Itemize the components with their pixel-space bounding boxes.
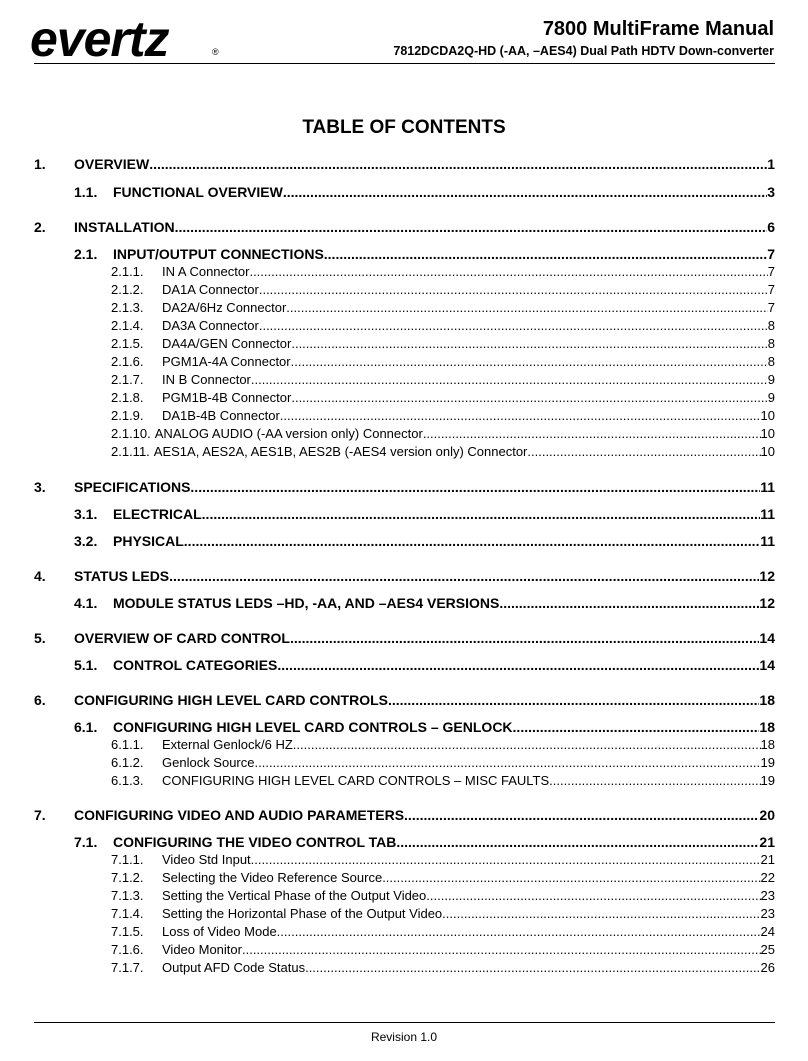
toc-entry-number: 6. bbox=[34, 692, 46, 708]
toc-entry-page: 3 bbox=[767, 184, 775, 200]
toc-entry-page: 14 bbox=[759, 630, 775, 646]
toc-entry[interactable] bbox=[111, 755, 775, 771]
toc-entry-page: 1 bbox=[767, 156, 775, 172]
toc-entry-page: 6 bbox=[767, 219, 775, 235]
dot-leader bbox=[388, 692, 759, 708]
toc-entry-title: ANALOG AUDIO (-AA version only) Connector bbox=[154, 426, 423, 441]
toc-entry[interactable] bbox=[34, 630, 775, 648]
toc-entry-title: DA4A/GEN Connector bbox=[162, 336, 292, 351]
toc-entry-page: 23 bbox=[760, 906, 775, 921]
toc-entry[interactable] bbox=[111, 924, 775, 940]
toc-entry[interactable] bbox=[74, 657, 775, 675]
toc-entry-page: 14 bbox=[759, 657, 775, 673]
toc-entry[interactable] bbox=[111, 336, 775, 352]
toc-entry-title: Loss of Video Mode bbox=[162, 924, 277, 939]
toc-entry-page: 10 bbox=[760, 426, 775, 441]
dot-leader bbox=[184, 533, 760, 549]
toc-entry-title: IN B Connector bbox=[162, 372, 251, 387]
toc-entry-number: 1. bbox=[34, 156, 46, 172]
toc-entry-title: CONTROL CATEGORIES bbox=[113, 657, 278, 673]
toc-entry-page: 7 bbox=[767, 282, 775, 297]
toc-entry-number: 7.1.4. bbox=[111, 906, 144, 921]
toc-entry[interactable] bbox=[74, 719, 775, 737]
toc-entry[interactable] bbox=[111, 773, 775, 789]
toc-entry[interactable] bbox=[111, 282, 775, 298]
dot-leader bbox=[290, 630, 759, 646]
toc-entry-number: 2.1.9. bbox=[111, 408, 144, 423]
toc-entry[interactable] bbox=[74, 533, 775, 551]
evertz-logo: evertz bbox=[30, 11, 169, 67]
dot-leader bbox=[382, 870, 760, 885]
toc-entry-page: 11 bbox=[760, 506, 775, 522]
toc-entry-number: 3.2. bbox=[74, 533, 98, 549]
toc-entry-title: Setting the Horizontal Phase of the Output Video bbox=[162, 906, 443, 921]
dot-leader bbox=[202, 506, 761, 522]
toc-entry-number: 2.1.4. bbox=[111, 318, 144, 333]
toc-entry-number: 7.1.1. bbox=[111, 852, 144, 867]
dot-leader bbox=[249, 264, 767, 279]
dot-leader bbox=[149, 156, 767, 172]
toc-entry[interactable] bbox=[111, 390, 775, 406]
toc-entry-number: 1.1. bbox=[74, 184, 98, 200]
toc-entry-title: OVERVIEW OF CARD CONTROL bbox=[74, 630, 290, 646]
toc-entry-page: 26 bbox=[760, 960, 775, 975]
footer-revision: Revision 1.0 bbox=[370, 1030, 438, 1044]
toc-entry-number: 6.1. bbox=[74, 719, 98, 735]
toc-entry-page: 25 bbox=[760, 942, 775, 957]
toc-entry-title: SPECIFICATIONS bbox=[74, 479, 191, 495]
manual-subtitle: 7812DCDA2Q-HD (-AA, –AES4) Dual Path HDTV Down-converter bbox=[393, 44, 774, 58]
toc-title: TABLE OF CONTENTS bbox=[302, 117, 506, 138]
manual-title: 7800 MultiFrame Manual bbox=[542, 18, 774, 40]
dot-leader bbox=[277, 657, 759, 673]
toc-entry-number: 6.1.3. bbox=[111, 773, 144, 788]
toc-entry-page: 18 bbox=[760, 737, 775, 752]
toc-entry-title: ELECTRICAL bbox=[113, 506, 202, 522]
toc-entry-page: 12 bbox=[759, 568, 775, 584]
toc-entry-page: 9 bbox=[767, 372, 775, 387]
toc-entry-title: DA1A Connector bbox=[162, 282, 259, 297]
dot-leader bbox=[291, 336, 767, 351]
toc-entry-page: 10 bbox=[760, 408, 775, 423]
toc-entry-number: 2.1. bbox=[74, 246, 98, 262]
dot-leader bbox=[442, 906, 760, 921]
toc-entry-title: OVERVIEW bbox=[74, 156, 150, 172]
registered-mark: ® bbox=[212, 47, 219, 57]
toc-entry-title: FUNCTIONAL OVERVIEW bbox=[113, 184, 283, 200]
toc-entry-title: DA1B-4B Connector bbox=[162, 408, 280, 423]
toc-entry[interactable] bbox=[34, 807, 775, 825]
toc-entry-title: IN A Connector bbox=[162, 264, 250, 279]
toc-entry-page: 9 bbox=[767, 390, 775, 405]
toc-entry[interactable] bbox=[111, 264, 775, 280]
toc-entry-number: 2.1.1. bbox=[111, 264, 144, 279]
toc-entry-page: 19 bbox=[760, 773, 775, 788]
toc-entry-page: 21 bbox=[760, 852, 775, 867]
toc-entry-page: 12 bbox=[759, 595, 775, 611]
dot-leader bbox=[291, 390, 767, 405]
toc-entry-number: 2.1.2. bbox=[111, 282, 144, 297]
dot-leader bbox=[404, 807, 759, 823]
toc-entry[interactable] bbox=[111, 906, 775, 922]
toc-entry-number: 7.1.3. bbox=[111, 888, 144, 903]
toc-entry[interactable] bbox=[111, 960, 775, 976]
toc-entry[interactable] bbox=[111, 852, 775, 868]
toc-entry-number: 2.1.3. bbox=[111, 300, 144, 315]
toc-entry[interactable] bbox=[111, 888, 775, 904]
toc-entry-number: 2.1.11. bbox=[111, 444, 150, 459]
toc-entry[interactable] bbox=[111, 942, 775, 958]
dot-leader bbox=[396, 834, 759, 850]
toc-entry-title: PHYSICAL bbox=[113, 533, 184, 549]
toc-entry[interactable] bbox=[111, 300, 775, 316]
dot-leader bbox=[305, 960, 760, 975]
dot-leader bbox=[527, 444, 760, 459]
toc-entry-number: 4.1. bbox=[74, 595, 98, 611]
dot-leader bbox=[291, 354, 768, 369]
toc-entry-number: 7.1.6. bbox=[111, 942, 144, 957]
toc-entry-page: 8 bbox=[767, 336, 775, 351]
dot-leader bbox=[499, 595, 759, 611]
toc-entry-page: 7 bbox=[767, 264, 775, 279]
dot-leader bbox=[426, 888, 760, 903]
toc-entry-title: CONFIGURING THE VIDEO CONTROL TAB bbox=[113, 834, 397, 850]
toc-entry[interactable] bbox=[74, 246, 775, 264]
dot-leader bbox=[251, 852, 761, 867]
dot-leader bbox=[259, 282, 768, 297]
toc-entry-title: MODULE STATUS LEDS –HD, -AA, AND –AES4 VERSIONS bbox=[113, 595, 500, 611]
toc-entry-page: 21 bbox=[759, 834, 775, 850]
toc-entry-title: INPUT/OUTPUT CONNECTIONS bbox=[113, 246, 324, 262]
dot-leader bbox=[513, 719, 760, 735]
toc-entry[interactable] bbox=[74, 595, 775, 613]
toc-entry[interactable] bbox=[111, 408, 775, 424]
toc-entry-title: STATUS LEDS bbox=[74, 568, 170, 584]
dot-leader bbox=[283, 184, 767, 200]
toc-entry-title: DA3A Connector bbox=[162, 318, 259, 333]
toc-entry-title: Video Monitor bbox=[162, 942, 242, 957]
toc-entry-page: 20 bbox=[759, 807, 775, 823]
dot-leader bbox=[255, 755, 761, 770]
toc-entry-title: Output AFD Code Status bbox=[162, 960, 306, 975]
toc-entry[interactable] bbox=[34, 568, 775, 586]
toc-entry-page: 19 bbox=[760, 755, 775, 770]
toc-entry-number: 2.1.8. bbox=[111, 390, 144, 405]
toc-entry-number: 7.1.2. bbox=[111, 870, 144, 885]
toc-entry-page: 7 bbox=[767, 246, 775, 262]
toc-entry[interactable] bbox=[74, 834, 775, 852]
toc-entry-title: Selecting the Video Reference Source bbox=[162, 870, 383, 885]
toc-entry-title: PGM1B-4B Connector bbox=[162, 390, 292, 405]
toc-entry-number: 2.1.7. bbox=[111, 372, 144, 387]
toc-entry-page: 24 bbox=[760, 924, 775, 939]
toc-entry-number: 5.1. bbox=[74, 657, 98, 673]
toc-entry-number: 2.1.10. bbox=[111, 426, 151, 441]
toc-entry[interactable] bbox=[34, 692, 775, 710]
header-divider bbox=[34, 63, 775, 64]
toc-entry-number: 2.1.5. bbox=[111, 336, 144, 351]
footer-divider bbox=[34, 1022, 775, 1023]
toc-entry-page: 8 bbox=[767, 354, 775, 369]
toc-entry-page: 22 bbox=[760, 870, 775, 885]
toc-entry-page: 10 bbox=[760, 444, 775, 459]
dot-leader bbox=[169, 568, 759, 584]
toc-entry[interactable] bbox=[74, 184, 775, 202]
toc-entry-number: 7.1.7. bbox=[111, 960, 144, 975]
toc-entry[interactable] bbox=[34, 479, 775, 497]
dot-leader bbox=[286, 300, 767, 315]
toc-entry-title: External Genlock/6 HZ bbox=[162, 737, 293, 752]
dot-leader bbox=[293, 737, 761, 752]
toc-entry-title: Setting the Vertical Phase of the Output Video bbox=[162, 888, 427, 903]
toc-entry-page: 18 bbox=[759, 692, 775, 708]
toc-entry-page: 11 bbox=[760, 533, 775, 549]
toc-entry-page: 8 bbox=[767, 318, 775, 333]
toc-entry[interactable] bbox=[34, 219, 775, 237]
toc-entry-number: 6.1.1. bbox=[111, 737, 144, 752]
toc-entry-page: 7 bbox=[767, 300, 775, 315]
dot-leader bbox=[259, 318, 768, 333]
toc-entry[interactable] bbox=[111, 426, 775, 442]
page-header bbox=[0, 0, 808, 70]
toc-entry[interactable] bbox=[111, 318, 775, 334]
toc-entry-page: 11 bbox=[760, 479, 775, 495]
toc-entry-number: 7.1.5. bbox=[111, 924, 144, 939]
toc-entry-title: CONFIGURING HIGH LEVEL CARD CONTROLS – GENLOCK bbox=[113, 719, 513, 735]
dot-leader bbox=[190, 479, 760, 495]
toc-entry-number: 4. bbox=[34, 568, 46, 584]
toc-entry[interactable] bbox=[111, 737, 775, 753]
toc-entry-title: PGM1A-4A Connector bbox=[162, 354, 291, 369]
toc-entry-page: 23 bbox=[760, 888, 775, 903]
dot-leader bbox=[549, 773, 760, 788]
toc-entry-number: 2.1.6. bbox=[111, 354, 144, 369]
dot-leader bbox=[423, 426, 761, 441]
dot-leader bbox=[251, 372, 768, 387]
dot-leader bbox=[175, 219, 768, 235]
toc-entry-title: Video Std Input bbox=[162, 852, 251, 867]
toc-entry-number: 7.1. bbox=[74, 834, 98, 850]
toc-entry-number: 5. bbox=[34, 630, 46, 646]
toc-entry-title: DA2A/6Hz Connector bbox=[162, 300, 287, 315]
toc-entry[interactable] bbox=[111, 870, 775, 886]
toc-entry[interactable] bbox=[74, 506, 775, 524]
toc-entry-page: 18 bbox=[759, 719, 775, 735]
toc-entry-title: CONFIGURING HIGH LEVEL CARD CONTROLS bbox=[74, 692, 388, 708]
toc-entry-number: 3. bbox=[34, 479, 46, 495]
toc-entry-number: 6.1.2. bbox=[111, 755, 144, 770]
toc-entry-title: CONFIGURING VIDEO AND AUDIO PARAMETERS bbox=[74, 807, 405, 823]
toc-entry-number: 2. bbox=[34, 219, 46, 235]
toc-entry-title: Genlock Source bbox=[162, 755, 255, 770]
dot-leader bbox=[324, 246, 767, 262]
toc-entry-number: 7. bbox=[34, 807, 46, 823]
dot-leader bbox=[242, 942, 761, 957]
toc-entry-title: AES1A, AES2A, AES1B, AES2B (-AES4 version only) Connector bbox=[153, 444, 528, 459]
toc-entry[interactable] bbox=[111, 372, 775, 388]
toc-entry[interactable] bbox=[111, 354, 775, 370]
toc-entry-title: INSTALLATION bbox=[74, 219, 175, 235]
toc-entry-number: 3.1. bbox=[74, 506, 98, 522]
dot-leader bbox=[280, 408, 761, 423]
toc-entry[interactable] bbox=[34, 156, 775, 174]
dot-leader bbox=[277, 924, 761, 939]
toc-entry[interactable] bbox=[111, 444, 775, 460]
toc-entry-title: CONFIGURING HIGH LEVEL CARD CONTROLS – MISC FAULTS bbox=[162, 773, 550, 788]
